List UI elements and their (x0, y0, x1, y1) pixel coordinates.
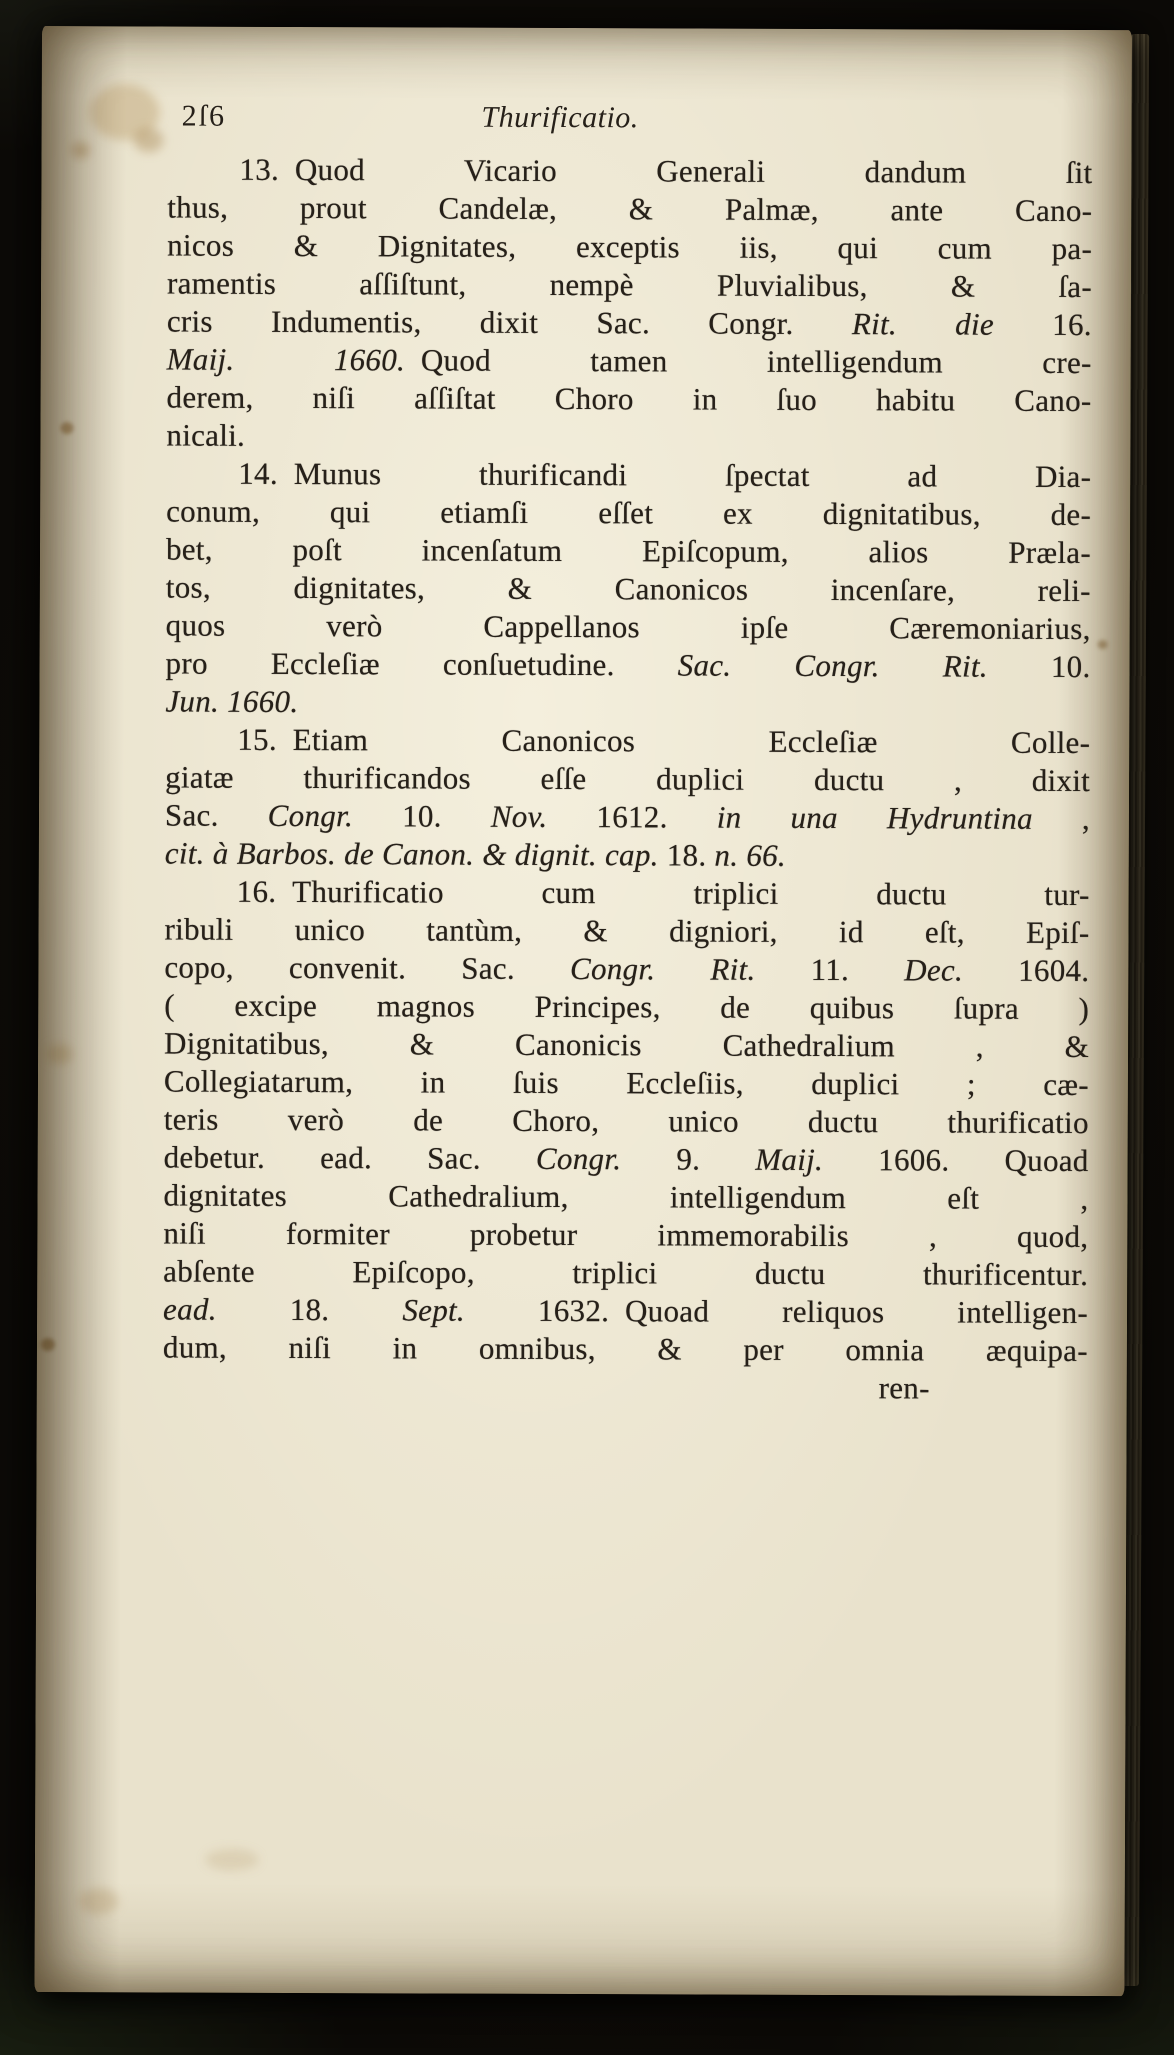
text-segment: Congr. (267, 797, 403, 834)
foxing-stain (1098, 640, 1108, 649)
text-segment: 11. (810, 951, 905, 988)
text-segment: Dignitatibus, & Canonicis Cathedralium , & (164, 1025, 1090, 1065)
text-segment: Jun. 1660. (165, 683, 299, 719)
text-segment: cit. à Barbos. de Canon. & dignit. cap. (164, 835, 667, 873)
text-segment: 10. (402, 798, 491, 834)
text-segment: 18. (666, 837, 715, 873)
text-segment: 15. Etiam Canonicos Eccleſiæ Colle- (237, 721, 1091, 761)
text-line (165, 872, 1090, 914)
text-line (163, 1290, 1088, 1332)
text-line (166, 454, 1091, 496)
text-segment: pro Eccleſiæ conſuetudine. (165, 645, 678, 683)
text-segment: Sac. Congr. Rit. (677, 647, 1051, 684)
text-line (164, 948, 1089, 990)
page-header (168, 96, 1093, 144)
text-segment: derem, niſi aſſiſtat Choro in ſuo habitu Cano- (166, 379, 1092, 419)
text-segment: bet, poſt incenſatum Epiſcopum, alios Præla- (165, 531, 1092, 571)
text-line (165, 644, 1090, 686)
text-line (167, 378, 1092, 420)
foxing-stain (46, 1044, 72, 1064)
text-segment: 1632. Quoad reliquos intelligen- (537, 1292, 1089, 1331)
text-segment: nicali. (166, 417, 246, 453)
text-line (164, 910, 1089, 952)
text-segment: Congr. Rit. (569, 951, 811, 987)
text-block (163, 96, 1093, 1408)
text-segment: 1606. Quoad (878, 1142, 1089, 1179)
text-segment: conum, qui etiamſi eſſet ex dignitatibus, de- (166, 493, 1092, 533)
text-line (165, 796, 1090, 838)
text-line (167, 150, 1092, 192)
foxing-stain (41, 1338, 55, 1351)
text-segment: ribuli unico tantùm, & digniori, id eſt, Epiſ- (164, 911, 1090, 951)
text-segment: niſi formiter probetur immemorabilis , quod, (163, 1215, 1089, 1255)
text-segment: Quod tamen intelligendum cre- (420, 342, 1092, 381)
text-line (163, 1328, 1088, 1370)
text-segment: dignitates Cathedralium, intelligendum eſt , (163, 1177, 1089, 1217)
text-segment: quos verò Cappellanos ipſe Cæremoniarius, (165, 607, 1091, 647)
text-segment: 14. Munus thurificandi ſpectat ad Dia- (238, 455, 1092, 495)
text-segment: Nov. (490, 798, 597, 835)
text-segment: copo, convenit. Sac. (164, 949, 571, 987)
text-segment: Sept. (402, 1292, 539, 1328)
foxing-stain (71, 142, 89, 158)
text-segment: 16. Thurificatio cum triplici ductu tur- (236, 873, 1090, 913)
text-segment: n. 66. (714, 837, 787, 873)
text-line (166, 530, 1091, 572)
text-line (165, 720, 1090, 762)
text-segment: 1604. (1018, 952, 1090, 989)
text-segment: cris Indumentis, dixit Sac. Congr. (166, 303, 852, 342)
text-segment: ( excipe magnos Principes, de quibus ſupra ) (164, 987, 1090, 1027)
foxing-stain (79, 1888, 119, 1914)
text-line (167, 188, 1092, 230)
text-segment: 1612. (596, 799, 717, 835)
text-line (167, 302, 1092, 344)
text-segment: Maij. 1660. (166, 341, 421, 378)
foxing-stain (205, 1849, 259, 1871)
text-segment: nicos & Dignitates, exceptis iis, qui cum pa- (167, 227, 1093, 267)
page-number: 2ſ6 (181, 99, 227, 133)
text-line (165, 758, 1090, 800)
text-line (163, 1176, 1088, 1218)
text-line (164, 1062, 1089, 1104)
text-segment: Maij. (755, 1141, 879, 1178)
text-segment: Sac. (164, 797, 268, 833)
text-segment: ren- (878, 1370, 930, 1406)
text-segment: Rit. die (851, 306, 1053, 342)
text-segment: in una Hydruntina (716, 799, 1033, 836)
text-segment: tos, dignitates, & Canonicos incenſare, reli- (165, 569, 1091, 609)
text-segment: , (1032, 800, 1091, 837)
text-line (166, 568, 1091, 610)
running-title: Thurificatio. (481, 100, 639, 135)
text-segment: giatæ thurificandos eſſe duplici ductu , dixit (165, 759, 1091, 799)
text-line (163, 1252, 1088, 1294)
page-body (163, 150, 1093, 1408)
text-line (163, 1214, 1088, 1256)
text-segment: 16. (1052, 306, 1092, 343)
text-segment: ead. (163, 1291, 290, 1327)
text-segment: dum, niſi in omnibus, & per omnia æquipa- (162, 1329, 1088, 1369)
text-segment: debetur. ead. Sac. (163, 1139, 537, 1176)
foxing-stain (60, 422, 73, 434)
text-line (165, 682, 1090, 724)
text-segment: 9. (676, 1141, 756, 1177)
text-line (167, 264, 1092, 306)
text-line (166, 416, 1091, 458)
text-line (165, 834, 1090, 876)
text-segment: ramentis aſſiſtunt, nempè Pluvialibus, & ſa- (166, 265, 1093, 305)
text-segment: Collegiatarum, in ſuis Eccleſiis, duplici ; cæ- (163, 1063, 1090, 1103)
text-segment: teris verò de Choro, unico ductu thurificatio (163, 1101, 1089, 1141)
text-line (164, 1100, 1089, 1142)
text-line (164, 1024, 1089, 1066)
text-segment: Dec. (904, 952, 1019, 988)
text-line (167, 226, 1092, 268)
text-segment: abſente Epiſcopo, triplici ductu thurificentur. (163, 1253, 1089, 1293)
catchword (163, 1366, 1088, 1408)
text-line (164, 1138, 1089, 1180)
text-line (166, 492, 1091, 534)
book-page (34, 26, 1132, 1996)
text-line (166, 606, 1091, 648)
text-segment: 18. (289, 1291, 403, 1328)
text-line (164, 986, 1089, 1028)
text-segment: thus, prout Candelæ, & Palmæ, ante Cano- (167, 189, 1093, 229)
text-line (167, 340, 1092, 382)
text-segment: 13. Quod Vicario Generali dandum ſit (239, 151, 1093, 191)
text-segment: Congr. (535, 1140, 677, 1177)
text-segment: 10. (1050, 648, 1091, 685)
